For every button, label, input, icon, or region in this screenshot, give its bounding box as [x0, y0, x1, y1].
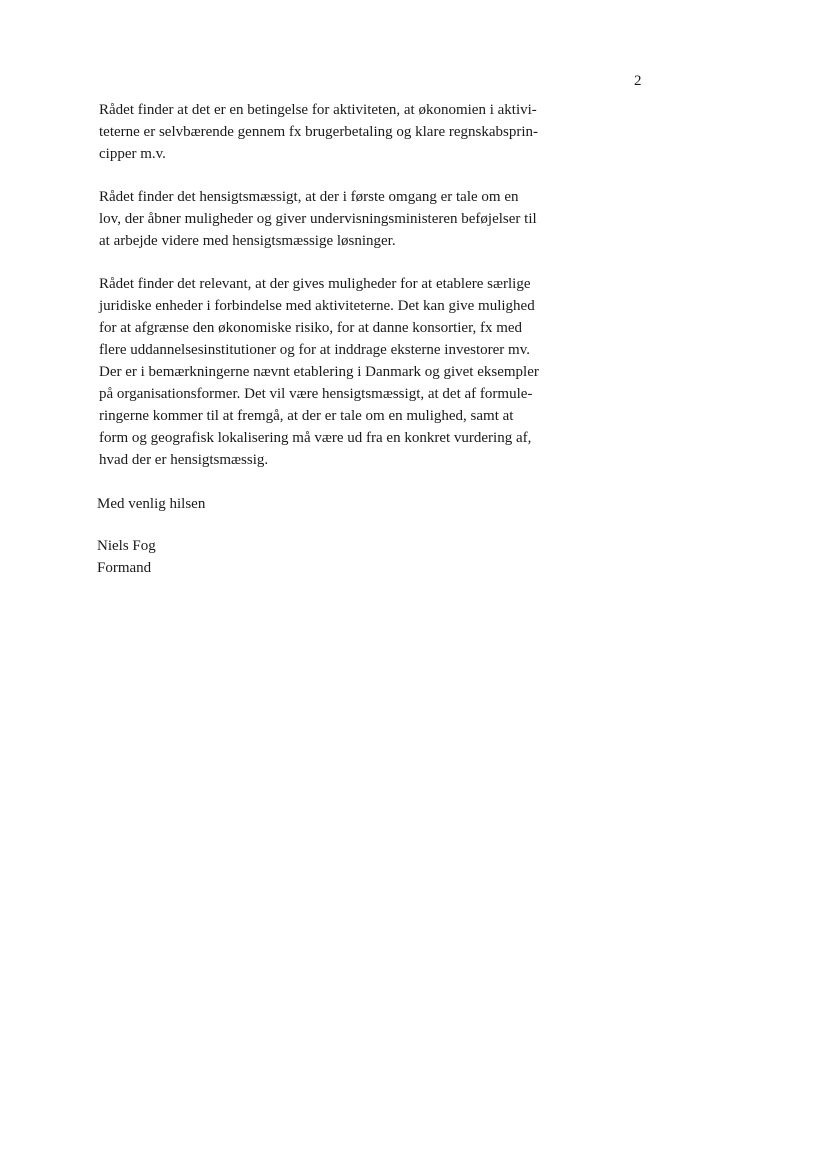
paragraph-line: hvad der er hensigtsmæssig.	[99, 452, 269, 468]
paragraph-line: form og geografisk lokalisering må være ud fra en konkret vurdering af,	[99, 430, 532, 446]
paragraph-line: teterne er selvbærende gennem fx brugerbetaling og klare regnskabsprin-	[99, 124, 538, 140]
paragraph-line: lov, der åbner muligheder og giver undervisningsministeren beføjelser til	[99, 211, 537, 227]
paragraph-law	[99, 186, 579, 252]
signer-title: Formand	[97, 560, 152, 576]
paragraph-line: cipper m.v.	[99, 146, 166, 162]
paragraph-line: Rådet finder det hensigtsmæssigt, at der i første omgang er tale om en	[99, 189, 519, 205]
paragraph-line: Rådet finder det relevant, at der gives muligheder for at etablere særlige	[99, 276, 531, 292]
paragraph-line: Rådet finder at det er en betingelse for aktiviteten, at økonomien i aktivi-	[99, 102, 537, 118]
signer-name: Niels Fog	[97, 538, 156, 554]
paragraph-line: flere uddannelsesinstitutioner og for at inddrage eksterne investorer mv.	[99, 342, 530, 358]
page-number: 2	[634, 73, 642, 89]
paragraph-line: at arbejde videre med hensigtsmæssige løsninger.	[99, 233, 396, 249]
paragraph-line: juridiske enheder i forbindelse med aktiviteterne. Det kan give mulighed	[99, 298, 535, 314]
paragraph-line: Der er i bemærkningerne nævnt etablering i Danmark og givet eksempler	[99, 364, 539, 380]
closing-greeting	[97, 493, 205, 515]
paragraph-economy	[99, 99, 579, 165]
signature-block	[97, 535, 156, 579]
paragraph-line: for at afgrænse den økonomiske risiko, for at danne konsortier, fx med	[99, 320, 523, 336]
letter-body	[99, 99, 579, 492]
paragraph-line: ringerne kommer til at fremgå, at der er tale om en mulighed, samt at	[99, 408, 514, 424]
paragraph-legal-entities	[99, 273, 579, 471]
paragraph-line: på organisationsformer. Det vil være hensigtsmæssigt, at det af formule-	[99, 386, 533, 402]
greeting-text: Med venlig hilsen	[97, 496, 206, 512]
